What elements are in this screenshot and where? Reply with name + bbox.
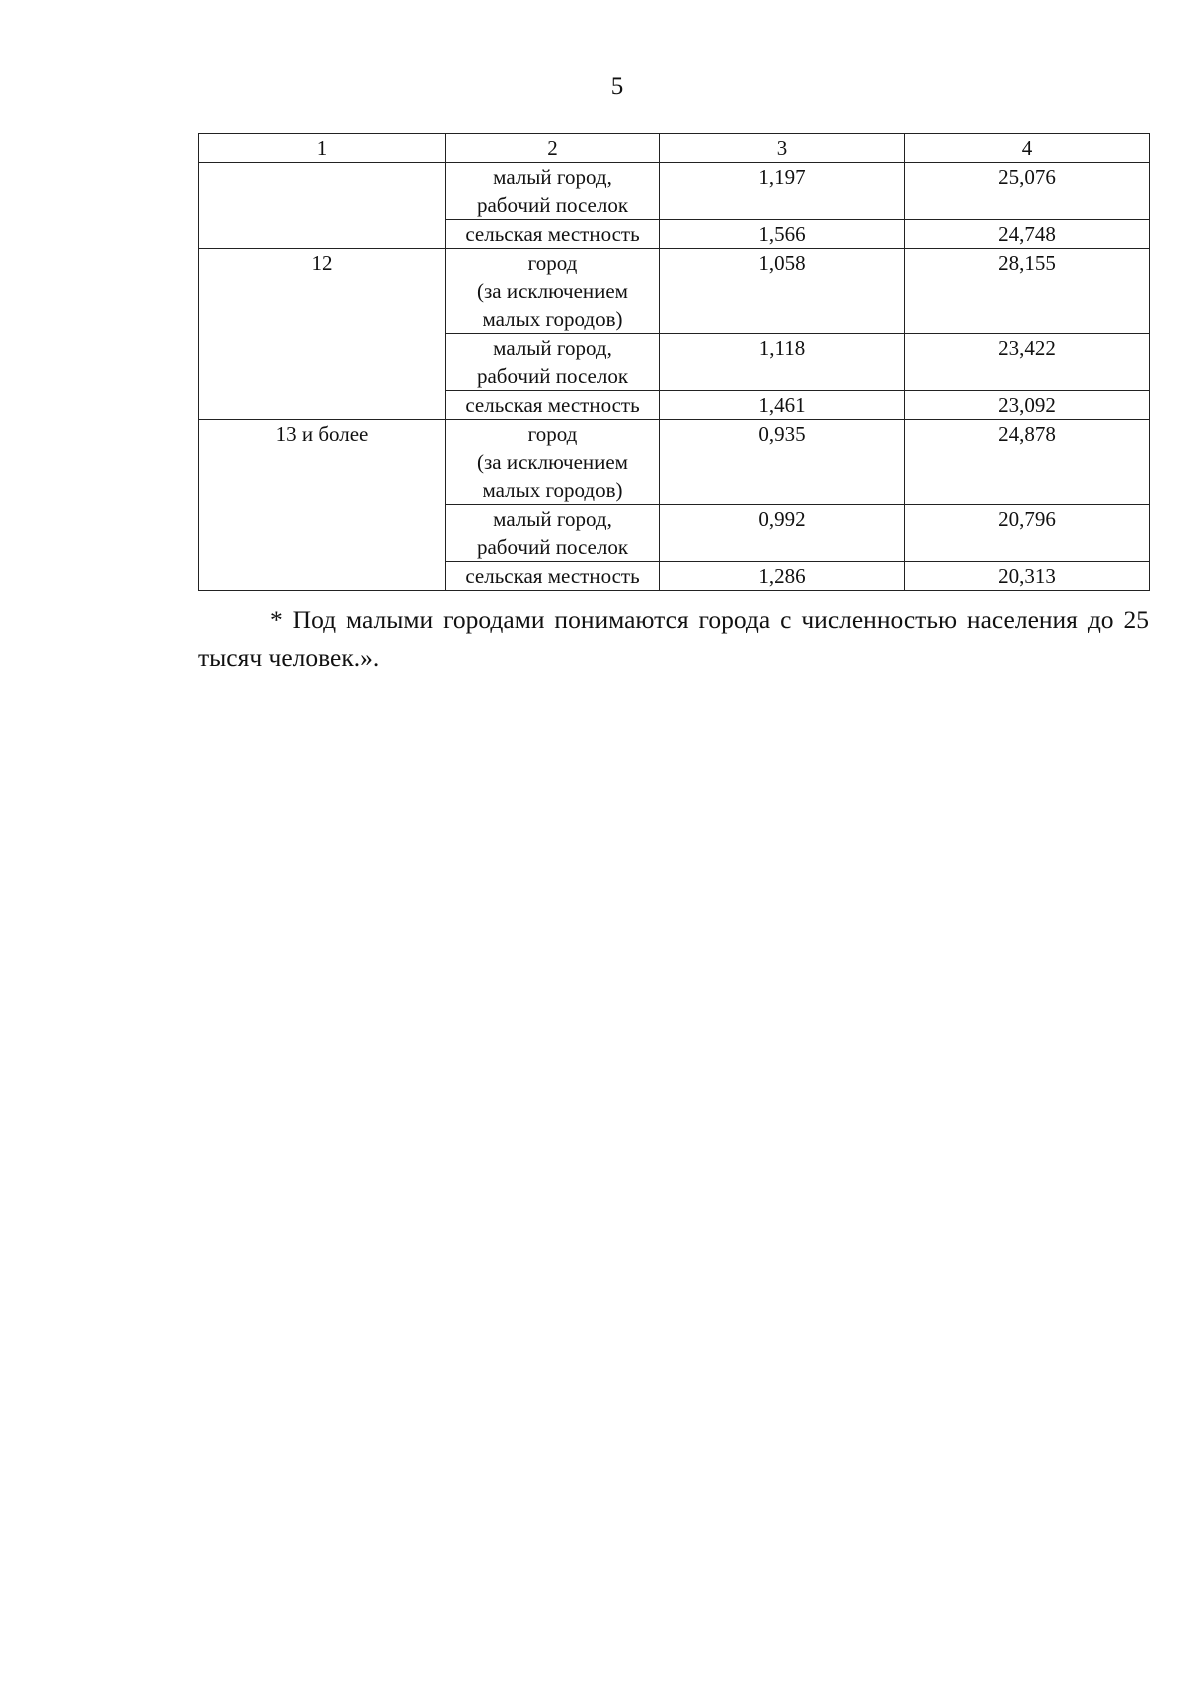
settlement-type-cell <box>446 163 660 220</box>
group-label-cell <box>199 163 446 249</box>
settlement-type-line: город <box>527 251 578 275</box>
coefficient-col4-cell: 24,878 <box>905 420 1150 505</box>
settlement-type-line: сельская местность <box>465 393 640 417</box>
settlement-type-line: (за исключением <box>477 450 628 474</box>
coefficient-col4-cell: 23,422 <box>905 334 1150 391</box>
settlement-type-line: сельская местность <box>465 222 640 246</box>
coefficient-col3-cell: 1,286 <box>660 562 905 591</box>
group-label-cell: 12 <box>199 249 446 420</box>
coefficient-col4-cell: 25,076 <box>905 163 1150 220</box>
column-header-3: 3 <box>660 134 905 163</box>
column-header-1: 1 <box>199 134 446 163</box>
settlement-type-line: малый город, <box>493 507 612 531</box>
settlement-type-line: сельская местность <box>465 564 640 588</box>
settlement-type-cell <box>446 391 660 420</box>
column-header-2: 2 <box>446 134 660 163</box>
coefficient-col3-cell: 1,566 <box>660 220 905 249</box>
group-label-cell: 13 и более <box>199 420 446 591</box>
table-row <box>199 163 1150 220</box>
coefficient-col4-cell: 20,796 <box>905 505 1150 562</box>
coefficient-col3-cell: 1,197 <box>660 163 905 220</box>
table-header-row <box>199 134 1150 163</box>
footnote <box>198 601 1149 677</box>
coefficient-col3-cell: 1,058 <box>660 249 905 334</box>
settlement-type-cell <box>446 220 660 249</box>
coefficient-col3-cell: 0,935 <box>660 420 905 505</box>
settlement-type-cell <box>446 420 660 505</box>
settlement-type-line: (за исключением <box>477 279 628 303</box>
table-row <box>199 420 1150 505</box>
coefficient-col4-cell: 20,313 <box>905 562 1150 591</box>
coefficient-col3-cell: 1,461 <box>660 391 905 420</box>
coefficient-col4-cell: 24,748 <box>905 220 1150 249</box>
settlement-type-line: рабочий поселок <box>476 535 629 559</box>
settlement-type-cell <box>446 249 660 334</box>
settlement-type-line: рабочий поселок <box>476 193 629 217</box>
footnote-text: * Под малыми городами понимаются города с численностью населения до 25 тысяч человек.». <box>198 605 1149 672</box>
page-number: 5 <box>610 73 624 100</box>
coefficient-col4-cell: 23,092 <box>905 391 1150 420</box>
coefficient-col4-cell: 28,155 <box>905 249 1150 334</box>
settlement-type-line: рабочий поселок <box>476 364 629 388</box>
settlement-type-line: малых городов) <box>482 307 623 331</box>
settlement-type-line: малый город, <box>493 165 612 189</box>
coefficients-table <box>198 133 1150 591</box>
column-header-4: 4 <box>905 134 1150 163</box>
settlement-type-line: малых городов) <box>482 478 623 502</box>
settlement-type-line: город <box>527 422 578 446</box>
coefficient-col3-cell: 1,118 <box>660 334 905 391</box>
settlement-type-cell <box>446 505 660 562</box>
settlement-type-cell <box>446 334 660 391</box>
settlement-type-line: малый город, <box>493 336 612 360</box>
table-row <box>199 249 1150 334</box>
settlement-type-cell <box>446 562 660 591</box>
coefficient-col3-cell: 0,992 <box>660 505 905 562</box>
